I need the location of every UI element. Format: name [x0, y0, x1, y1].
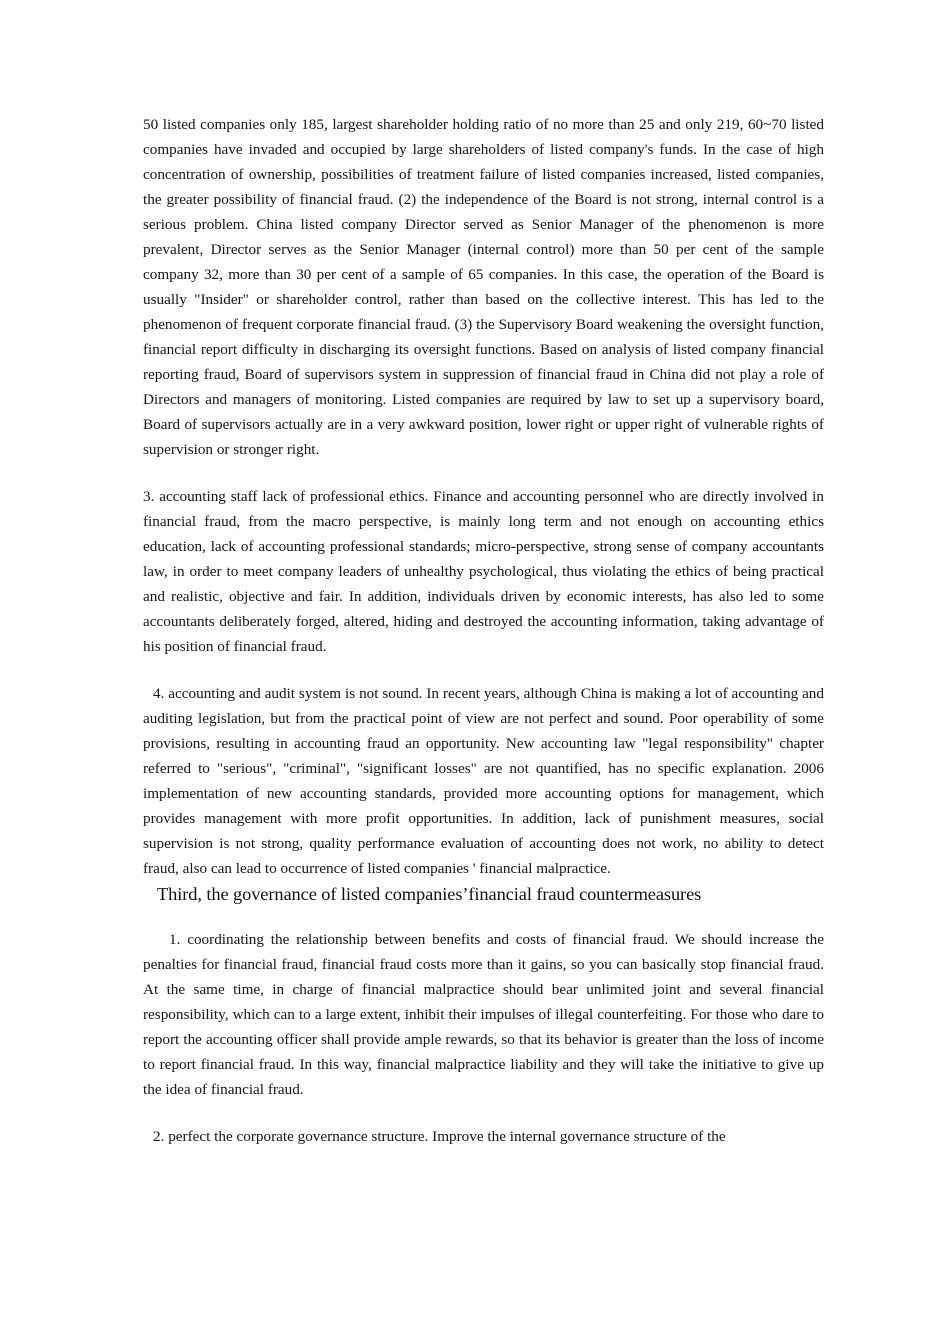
paragraph-item-4: 4. accounting and audit system is not sound. In recent years, although China is making a lot of accounting and auditing legislation, but from the practical point of view are not perfect and sound. Poor operability of some provisions, resulting in accounting fraud an opportunity. New accounting law "legal responsibility" chapter referred to "serious", "criminal", "significant losses" are not quantified, has no specific explanation. 2006 implementation of new accounting standards, provided more accounting options for management, which provides management with more profit opportunities. In addition, lack of punishment measures, social supervision is not strong, quality performance evaluation of accounting does not work, no ability to detect fraud, also can lead to occurrence of listed companies ' financial malpractice.	[143, 685, 824, 877]
paragraph-countermeasure-2: 2. perfect the corporate governance structure. Improve the internal governance structure of the	[153, 1128, 726, 1145]
paragraph-item-3: 3. accounting staff lack of professional ethics. Finance and accounting personnel who are directly involved in financial fraud, from the macro perspective, is mainly long term and not enough on accounting ethics education, lack of accounting professional standards; micro-perspective, strong sense of company accountants law, in order to meet company leaders of unhealthy psychological, thus violating the ethics of being practical and realistic, objective and fair. In addition, individuals driven by economic interests, has also led to some accountants deliberately forged, altered, hiding and destroyed the accounting information, taking advantage of his position of financial fraud.	[143, 488, 824, 655]
paragraph-countermeasure-1: 1. coordinating the relationship between benefits and costs of financial fraud. We should increase the penalties for financial fraud, financial fraud costs more than it gains, so you can basically stop financial fraud. At the same time, in charge of financial malpractice should bear unlimited joint and several financial responsibility, which can to a large extent, inhibit their impulses of illegal counterfeiting. For those who dare to report the accounting officer shall provide ample rewards, so that its behavior is greater than the loss of income to report financial fraud. In this way, financial malpractice liability and they will take the initiative to give up the idea of financial fraud.	[143, 931, 824, 1098]
text-column	[143, 112, 824, 1149]
paragraph-continued: 50 listed companies only 185, largest shareholder holding ratio of no more than 25 and only 219, 60~70 listed companies have invaded and occupied by large shareholders of listed company's funds. In the case of high concentration of ownership, possibilities of treatment failure of listed companies increased, listed companies, the greater possibility of financial fraud. (2) the independence of the Board is not strong, internal control is a serious problem. China listed company Director served as Senior Manager of the phenomenon is more prevalent, Director serves as the Senior Manager (internal control) more than 50 per cent of the sample company 32, more than 30 per cent of a sample of 65 companies. In this case, the operation of the Board is usually "Insider" or shareholder control, rather than based on the collective interest. This has led to the phenomenon of frequent corporate financial fraud. (3) the Supervisory Board weakening the oversight function, financial report difficulty in discharging its oversight functions. Based on analysis of listed company financial reporting fraud, Board of supervisors system in suppression of financial fraud in China did not play a role of Directors and managers of monitoring. Listed companies are required by law to set up a supervisory board, Board of supervisors actually are in a very awkward position, lower right or upper right of vulnerable rights of supervision or stronger right.	[143, 116, 824, 458]
page-title: Third, the governance of listed companies’financial fraud countermeasures	[157, 884, 702, 904]
